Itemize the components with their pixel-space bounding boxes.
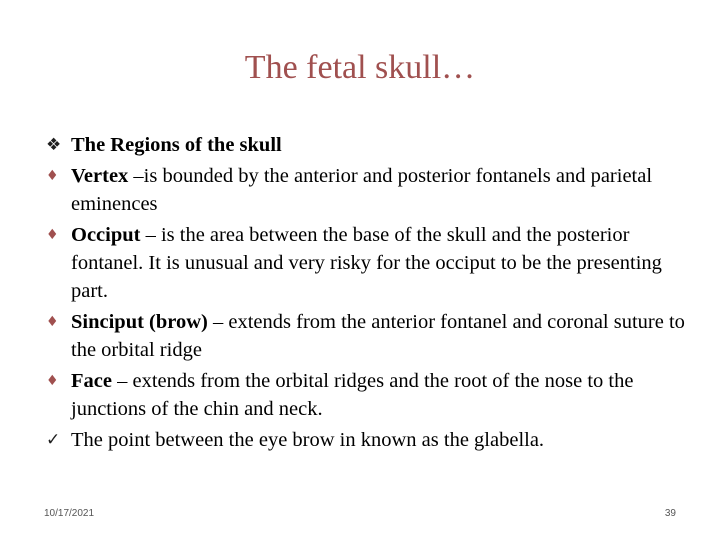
bullet-term: Face	[71, 370, 118, 392]
bullet-term: Occiput	[71, 224, 146, 246]
bullet-text: – is the area between the base of the skull and the posterior fontanel. It is unusual and very risky for the occiput to be the presenting part.	[71, 224, 662, 302]
list-item	[46, 367, 686, 423]
diamond-bullet-icon: ♦	[46, 168, 59, 184]
footer-date: 10/17/2021	[44, 508, 95, 519]
list-item	[46, 221, 686, 305]
diamond-bullet-icon: ♦	[46, 373, 59, 389]
diamond-bullet-icon: ♦	[46, 314, 59, 330]
bullet-text: – extends from the orbital ridges and the root of the nose to the junctions of the chin and neck.	[71, 370, 634, 420]
list-item	[46, 131, 686, 159]
page-number: 39	[664, 508, 676, 519]
bullet-text: – extends from the anterior fontanel and coronal suture to the orbital ridge	[71, 311, 685, 361]
slide-title: The fetal skull…	[244, 49, 476, 86]
bullet-term: Sinciput (brow)	[71, 311, 214, 333]
bullet-list	[46, 131, 686, 457]
diamond-bullet-icon: ♦	[46, 227, 59, 243]
list-item	[46, 162, 686, 218]
four-diamond-bullet-icon: ❖	[46, 135, 62, 155]
bullet-text: The point between the eye brow in known as the glabella.	[71, 429, 545, 451]
bullet-term: The Regions of the skull	[71, 134, 282, 156]
list-item	[46, 308, 686, 364]
bullet-term: Vertex	[71, 165, 134, 187]
bullet-text: –is bounded by the anterior and posterior fontanels and parietal eminences	[71, 165, 653, 215]
list-item	[46, 426, 686, 454]
checkmark-bullet-icon: ✓	[46, 430, 61, 450]
